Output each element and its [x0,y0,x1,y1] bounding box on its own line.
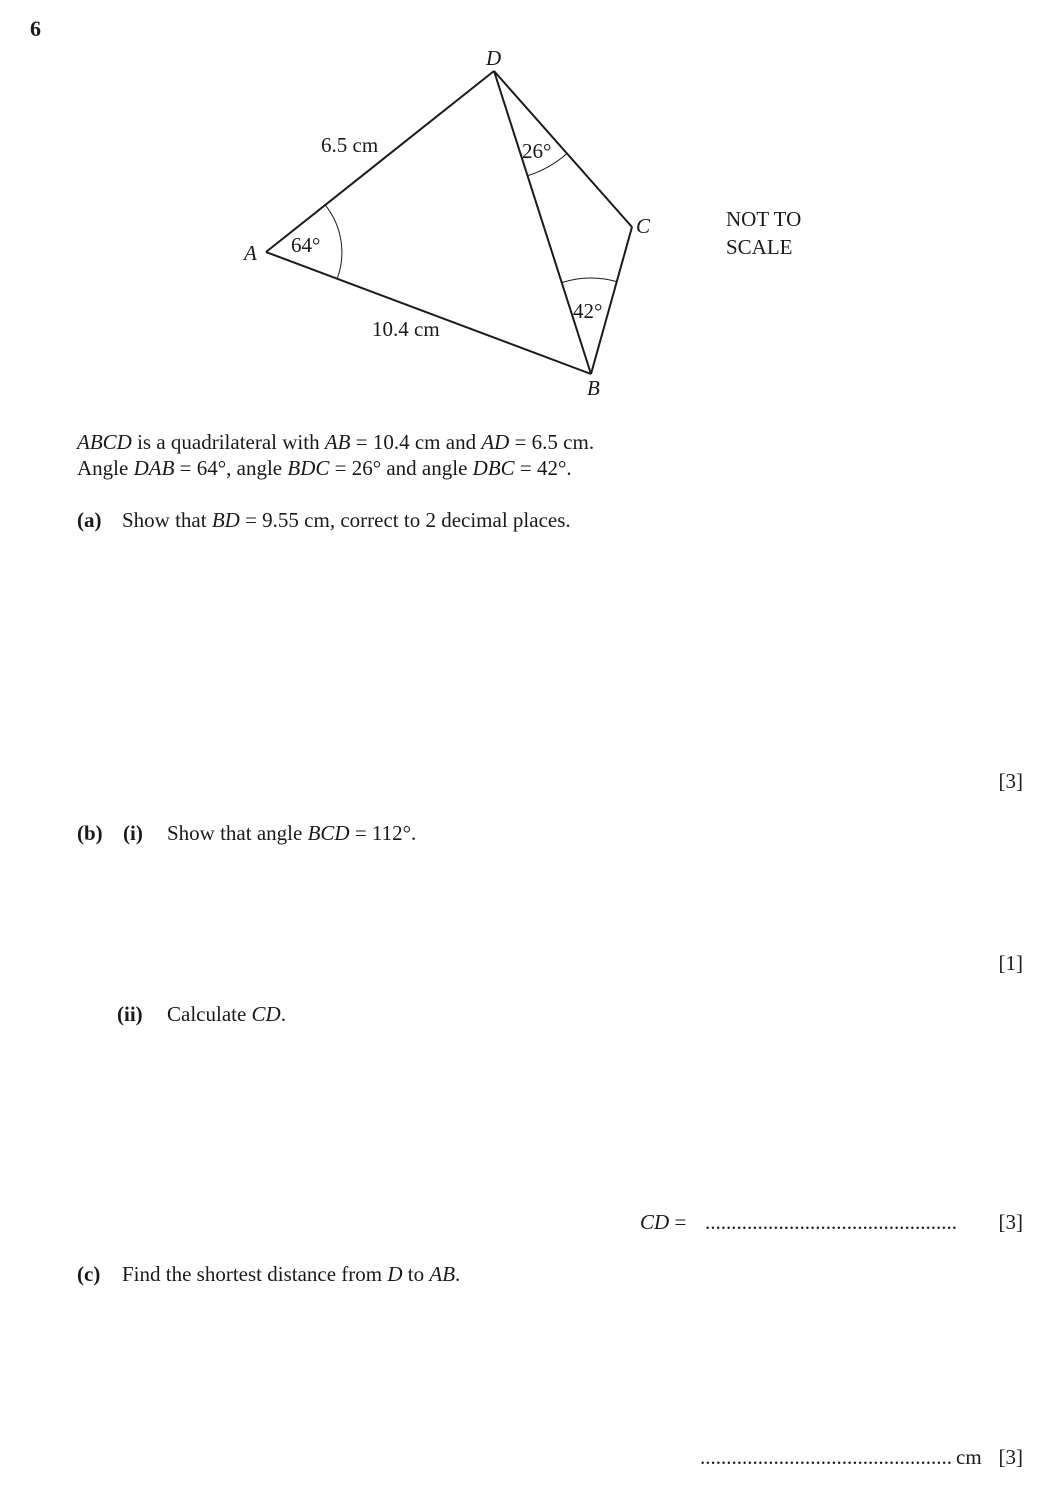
vertex-label-b: B [587,376,600,400]
question-number: 6 [30,16,41,41]
intro-text: = 42°. [514,456,572,480]
intro-text: is a quadrilateral with [131,430,325,454]
intro-text: = 6.5 cm. [509,430,595,454]
question-text: to [402,1262,430,1286]
part-b-ii-question [167,1002,286,1027]
not-to-scale-note [726,205,801,261]
part-b-ii-answer-dots: ................................................ [705,1210,957,1234]
intro-text: DBC [472,456,515,480]
part-c-answer-dots: ................................................ [700,1445,952,1469]
vertex-label-a: A [244,241,257,265]
not-to-scale-line2: SCALE [726,235,793,259]
part-c-label: (c) [77,1262,101,1286]
intro-text: AD [481,430,510,454]
intro-text: AB [324,430,351,454]
part-b-ii-marks: [3] [998,1210,1023,1234]
intro-line1 [77,430,594,455]
question-text: = 9.55 cm, correct to 2 decimal places. [239,508,571,532]
question-text: = 112°. [349,821,417,845]
intro-text: Angle [77,456,134,480]
part-c-question [122,1262,460,1287]
angle-arc-dbc [562,278,617,283]
part-b-i-marks: [1] [998,951,1023,975]
vertex-label-d: D [486,46,502,70]
question-text: . [455,1262,461,1286]
part-b-i-label: (i) [123,821,143,845]
part-b-ii-label: (ii) [117,1002,143,1026]
side-ad [266,71,494,252]
intro-text: = 26° and angle [329,456,473,480]
part-c-marks: [3] [998,1445,1023,1469]
question-text: D [387,1262,403,1286]
part-c-answer-unit: cm [956,1445,982,1469]
angle-arc-dab [326,205,342,278]
answer-label: = [669,1210,687,1234]
side-label-ad: 6.5 cm [321,133,379,157]
intro-text: DAB [133,456,175,480]
intro-text: ABCD [77,430,132,454]
not-to-scale-line1: NOT TO [726,207,802,231]
question-text: BD [211,508,240,532]
intro-text: = 10.4 cm and [350,430,482,454]
question-text: Show that [122,508,212,532]
part-b-ii-answer-line [640,1210,686,1235]
part-a-label: (a) [77,508,102,532]
quadrilateral-diagram [0,0,1056,420]
side-ab [266,252,591,374]
question-text: . [280,1002,286,1026]
part-a-question [122,508,571,533]
question-text: Show that angle [167,821,308,845]
question-text: BCD [307,821,350,845]
intro-text: = 64°, angle [174,456,288,480]
question-text: Calculate [167,1002,252,1026]
question-text: Find the shortest distance from [122,1262,388,1286]
side-dc [494,71,632,227]
angle-label-dbc: 42° [573,299,603,323]
part-b-i-question [167,821,416,846]
vertex-label-c: C [636,214,651,238]
question-text: AB [429,1262,456,1286]
answer-label: CD [640,1210,670,1234]
diagonal-bd [494,71,591,374]
intro-text: BDC [287,456,330,480]
question-text: CD [251,1002,281,1026]
angle-label-dab: 64° [291,233,321,257]
side-label-ab: 10.4 cm [372,317,440,341]
angle-label-bdc: 26° [522,139,552,163]
intro-line2 [77,456,572,481]
part-b-label: (b) [77,821,103,845]
part-a-marks: [3] [998,769,1023,793]
